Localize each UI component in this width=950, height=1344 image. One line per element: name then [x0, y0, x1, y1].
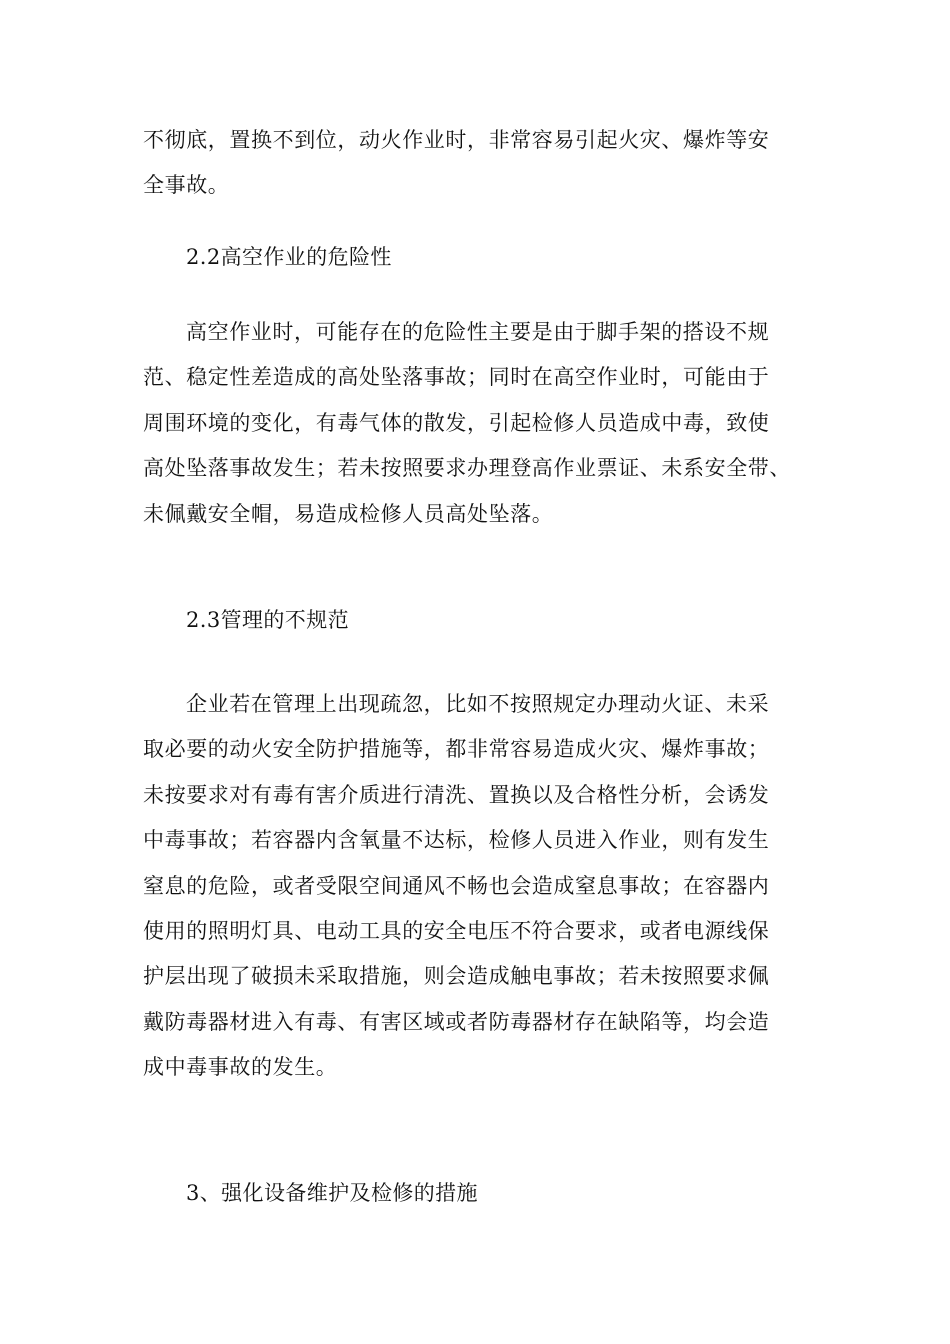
paragraph-line: 成中毒事故的发生。 [143, 1055, 338, 1080]
paragraph-2-2 [143, 310, 815, 537]
paragraph-2-3 [143, 682, 815, 1091]
paragraph-line: 中毒事故；若容器内含氧量不达标，检修人员进入作业，则有发生 [143, 828, 770, 853]
paragraph-line: 戴防毒器材进入有毒、有害区域或者防毒器材存在缺陷等，均会造 [143, 1009, 770, 1034]
paragraph-line: 未按要求对有毒有害介质进行清洗、置换以及合格性分析，会诱发 [143, 782, 770, 807]
paragraph-line: 全事故。 [143, 173, 230, 198]
paragraph-line: 护层出现了破损未采取措施，则会造成触电事故；若未按照要求佩 [143, 964, 770, 989]
paragraph-line: 范、稳定性差造成的高处坠落事故；同时在高空作业时，可能由于 [143, 365, 770, 390]
paragraph-line: 不彻底，置换不到位，动火作业时，非常容易引起火灾、爆炸等安 [143, 128, 770, 152]
section-heading-3: 3、强化设备维护及检修的措施 [186, 1181, 478, 1205]
paragraph-line: 高处坠落事故发生；若未按照要求办理登高作业票证、未系安全带、 [143, 456, 791, 481]
paragraph-continuation [143, 118, 815, 209]
paragraph-line: 窒息的危险，或者受限空间通风不畅也会造成窒息事故；在容器内 [143, 873, 770, 898]
paragraph-line: 周围环境的变化，有毒气体的散发，引起检修人员造成中毒，致使 [143, 410, 770, 435]
paragraph-line: 未佩戴安全帽，易造成检修人员高处坠落。 [143, 501, 554, 526]
paragraph-line: 取必要的动火安全防护措施等，都非常容易造成火灾、爆炸事故； [143, 737, 770, 762]
paragraph-line: 企业若在管理上出现疏忽，比如不按照规定办理动火证、未采 [186, 692, 770, 716]
paragraph-line: 高空作业时，可能存在的危险性主要是由于脚手架的搭设不规 [186, 320, 770, 344]
section-heading-2-3: 2.3管理的不规范 [186, 608, 349, 632]
paragraph-line: 使用的照明灯具、电动工具的安全电压不符合要求，或者电源线保 [143, 918, 770, 943]
section-heading-2-2: 2.2高空作业的危险性 [186, 245, 392, 269]
